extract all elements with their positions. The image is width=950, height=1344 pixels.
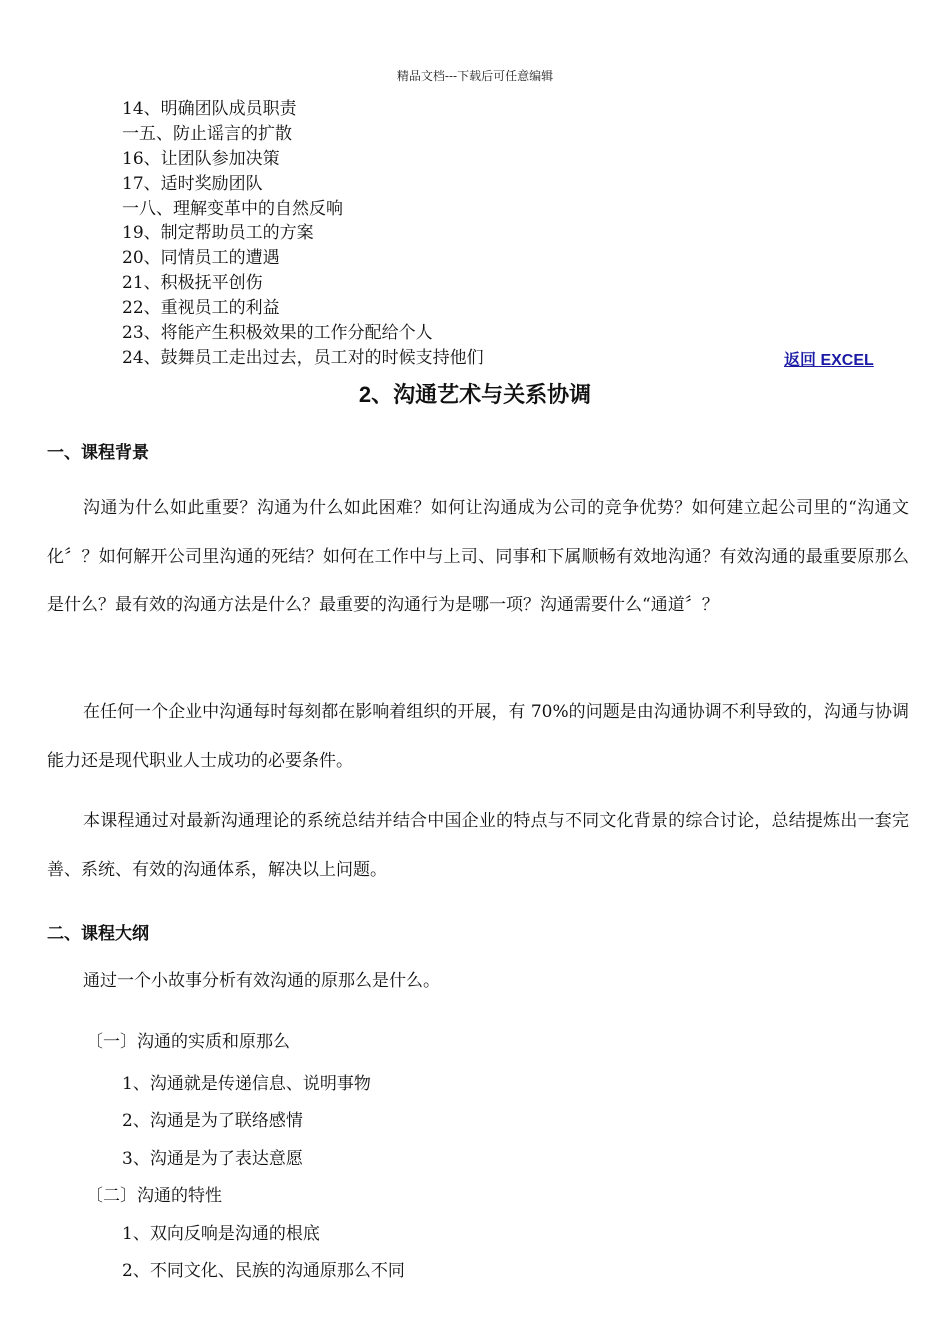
list-item: 24、鼓舞员工走出过去，员工对的时候支持他们 [122, 347, 484, 368]
outline-item: 1、沟通就是传递信息、说明事物 [122, 1074, 371, 1094]
list-item: 16、让团队参加决策 [122, 148, 280, 169]
outline-intro: 通过一个小故事分析有效沟通的原那么是什么。 [83, 971, 440, 991]
list-item: 19、制定帮助员工的方案 [122, 223, 314, 244]
list-item: 14、明确团队成员职责 [122, 99, 297, 119]
page-title: 2、沟通艺术与关系协调 [358, 382, 592, 407]
outline-item: 1、双向反响是沟通的根底 [122, 1224, 320, 1244]
outline-part-title: 〔二〕沟通的特性 [86, 1186, 222, 1206]
page-header: 精品文档---下载后可任意编辑 [396, 69, 554, 83]
outline-item: 2、不同文化、民族的沟通原那么不同 [122, 1261, 405, 1281]
return-excel-link[interactable]: 返回 EXCEL [784, 352, 874, 369]
paragraph-background-3: 本课程通过对最新沟通理论的系统总结并结合中国企业的特点与不同文化背景的综合讨论，总结提炼出一套完善、系统、有效的沟通体系，解决以上问题。 [47, 811, 909, 880]
list-item: 17、适时奖励团队 [122, 173, 263, 194]
list-item: 一八、理解变革中的自然反响 [122, 198, 343, 219]
outline-part-title: 〔一〕沟通的实质和原那么 [86, 1032, 290, 1052]
list-item: 20、同情员工的遭遇 [122, 248, 280, 269]
list-item: 21、积极抚平创伤 [122, 273, 263, 294]
outline-item: 2、沟通是为了联络感情 [122, 1111, 303, 1131]
paragraph-background-2: 在任何一个企业中沟通每时每刻都在影响着组织的开展，有 70%的问题是由沟通协调不利导致的，沟通与协调能力还是现代职业人士成功的必要条件。 [47, 702, 909, 771]
section-heading-background: 一、课程背景 [47, 443, 149, 462]
list-item: 一五、防止谣言的扩散 [122, 123, 292, 144]
paragraph-background-1: 沟通为什么如此重要？沟通为什么如此困难？如何让沟通成为公司的竞争优势？如何建立起公司里的“沟通文化〞？如何解开公司里沟通的死结？如何在工作中与上司、同事和下属顺畅有效地沟通？有效沟通的最重要原那么是什么？最有效的沟通方法是什么？最重要的沟通行为是哪一项？沟通需要什么“通道〞？ [47, 498, 909, 615]
outline-item: 3、沟通是为了表达意愿 [122, 1149, 303, 1169]
top-list [122, 97, 484, 371]
list-item: 22、重视员工的利益 [122, 298, 280, 319]
list-item: 23、将能产生积极效果的工作分配给个人 [122, 323, 433, 344]
section-heading-outline: 二、课程大纲 [47, 924, 149, 943]
